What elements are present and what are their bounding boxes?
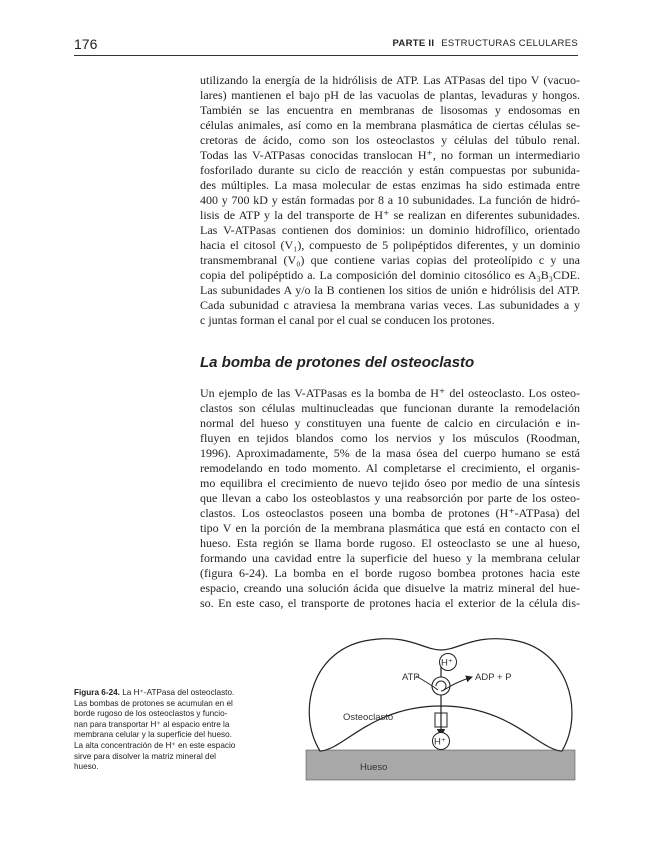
section-line: normal del hueso y constituyen una fuente de calcio en circulación e in-	[200, 416, 580, 430]
section-line: espacio, creando una solución ácida que disuelve la matriz mineral del hue-	[200, 581, 580, 595]
bone-layer	[306, 750, 575, 780]
proton-top-label: H⁺	[441, 657, 453, 669]
caption-line: Las bombas de protones se acumulan en el	[74, 698, 233, 708]
section-line: fluyen en tejidos blandos como los nervios y los músculos (Roodman,	[200, 431, 580, 445]
proton-bottom-label: H⁺	[434, 736, 446, 748]
section-line: formando una cavidad entre la superficie del hueso y la membrana celular	[200, 551, 580, 565]
body-line: transmembranal (V₀) que contiene varias copias del proteolípido c y una	[200, 253, 580, 267]
body-line: utilizando la energía de la hidrólisis de ATP. Las ATPasas del tipo V (vacuo-	[200, 73, 580, 87]
body-line: Cada subunidad c atraviesa la membrana varias veces. Las subunidades a y	[200, 298, 580, 312]
section-line: 1996). Aproximadamente, 5% de la masa ósea del cuerpo humano se está	[200, 446, 580, 460]
body-line: des múltiples. La masa molecular de estas enzimas ha sido estimada entre	[200, 178, 580, 192]
section-line: clastos son células multinucleadas que funcionan durante la remodelación	[200, 401, 580, 415]
section-line: mo equilibra el crecimiento de nuevo tejido óseo por medio de una síntesis	[200, 476, 580, 490]
body-line: Las subunidades A y/o la B contienen los sitios de unión e hidrólisis del ATP.	[200, 283, 580, 297]
caption-line: La alta concentración de H⁺ en este espacio	[74, 740, 236, 750]
atp-binding-site	[432, 677, 450, 695]
caption-line: membrana celular y la superficie del hueso.	[74, 730, 232, 740]
body-line: lares) mantienen el bajo pH de las vacuolas de plantas, levaduras y hongos.	[200, 88, 580, 102]
caption-line: nan para transportar H⁺ al espacio entre la	[74, 719, 230, 729]
caption-line: La H⁺-ATPasa del osteoclasto.	[122, 688, 235, 697]
body-line: c juntas forman el canal por el cual se conducen los protones.	[200, 313, 495, 327]
body-line: copia del polipéptido a. La composición del dominio citosólico es A₃B₃CDE.	[200, 268, 580, 282]
body-line: 400 y 700 kD y están formadas por 8 a 10 subunidades. La función de hidró-	[200, 193, 580, 207]
atp-label: ATP	[402, 672, 420, 683]
part-label: PARTE II	[392, 38, 435, 49]
section-line: so. En este caso, el transporte de protones hacia el exterior de la célula dis-	[200, 596, 580, 610]
part-title: ESTRUCTURAS CELULARES	[441, 38, 578, 49]
body-line: También se las encuentra en membranas de lisosomas y endosomas en	[200, 103, 580, 117]
body-line: células animales, así como en la membrana plasmática de ciertas células se-	[200, 118, 580, 132]
bone-label: Hueso	[360, 762, 388, 773]
section-line: clastos. Los osteoclastos poseen una bomba de protones (H⁺-ATPasa) del	[200, 506, 580, 520]
section-heading: La bomba de protones del osteoclasto	[200, 354, 475, 371]
section-line: tipo V en la porción de la membrana plasmática que está en contacto con el	[200, 521, 580, 535]
section-line: remodelando en todo momento. Al completarse el crecimiento, el organis-	[200, 461, 580, 475]
osteoclast-label: Osteoclasto	[343, 712, 394, 723]
body-line: fosforilado durante su ciclo de reacción y están compuestas por subunida-	[200, 163, 580, 177]
body-line: Las V-ATPasas contienen dos dominios: un dominio hidrofílico, orientado	[200, 223, 580, 237]
body-line: Todas las V-ATPasas conocidas translocan H⁺, no forman un intermediario	[200, 148, 580, 162]
adp-label: ADP + P	[475, 672, 512, 683]
body-line: cretoras de ácido, como son los osteoclastos y células del túbulo renal.	[200, 133, 580, 147]
page-number: 176	[74, 36, 98, 52]
figure-label: Figura 6-24.	[74, 688, 120, 697]
body-line: lisis de ATP y la del transporte de H⁺ se realizan en diferentes subunidades.	[200, 208, 580, 222]
section-line: (figura 6-24). La bomba en el borde rugoso bombea protones hacia este	[200, 566, 580, 580]
section-line: hueso. Esta región se llama borde rugoso. El osteoclasto se une al hueso,	[200, 536, 580, 550]
section-line: Un ejemplo de las V-ATPasas es la bomba de H⁺ del osteoclasto. Los osteo-	[200, 386, 580, 400]
caption-line: hueso.	[74, 762, 99, 772]
body-line: hacia el citosol (V₁), compuesto de 5 polipéptidos diferentes, y un dominio	[200, 238, 580, 252]
caption-line: sirve para disolver la matriz mineral del	[74, 751, 216, 761]
section-line: que llevan a cabo los osteoblastos y una reabsorción por parte de los osteo-	[200, 491, 580, 505]
caption-line: borde rugoso de los osteoclastos y funcio-	[74, 709, 228, 719]
